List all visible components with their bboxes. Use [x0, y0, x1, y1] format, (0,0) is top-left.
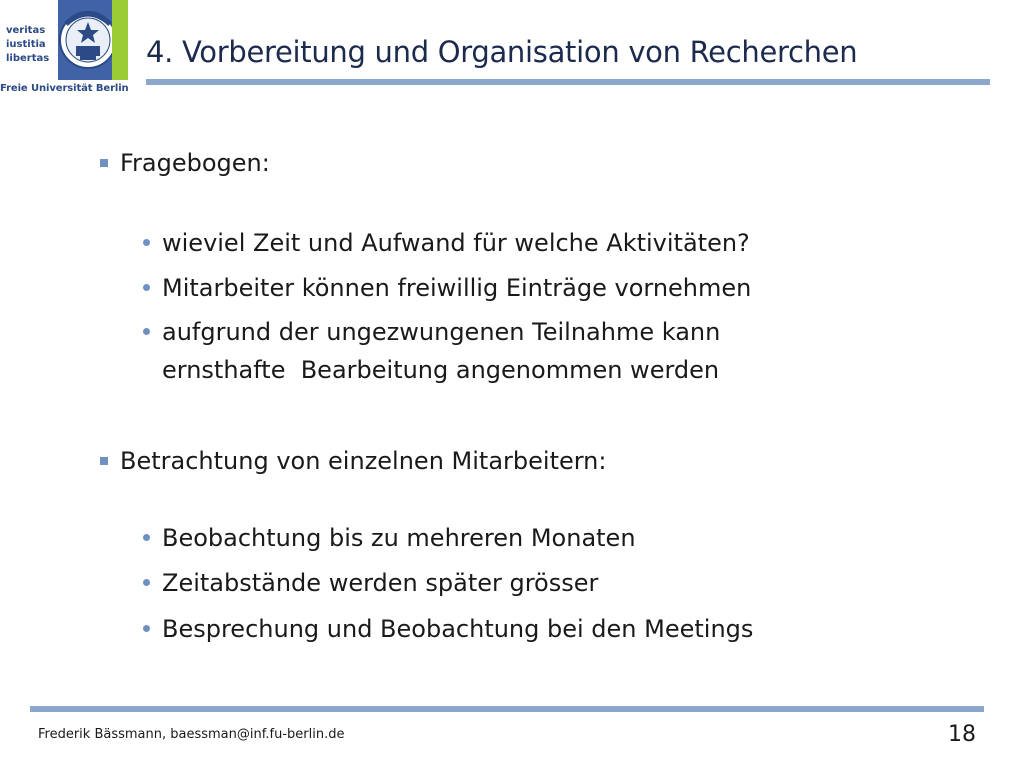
- section-heading: [120, 145, 270, 181]
- round-bullet-icon: [143, 328, 150, 335]
- slide-title: 4. Vorbereitung und Organisation von Recherchen: [146, 35, 858, 69]
- square-bullet-icon: [100, 457, 108, 465]
- page-number: 18: [948, 722, 976, 747]
- section-heading-text: Fragebogen:: [120, 149, 270, 177]
- list-item-text: Zeitabstände werden später grösser: [162, 569, 599, 597]
- list-item-text: wieviel Zeit und Aufwand für welche Aktivitäten?: [162, 229, 750, 257]
- round-bullet-icon: [143, 284, 150, 291]
- logo-motto-line: iustitia: [6, 39, 46, 50]
- list-item-text: Beobachtung bis zu mehreren Monaten: [162, 524, 636, 552]
- round-bullet-icon: [143, 579, 150, 586]
- list-item: [162, 564, 598, 602]
- list-item: [162, 224, 750, 262]
- section-heading-text: Betrachtung von einzelnen Mitarbeitern:: [120, 447, 607, 475]
- section-heading: [120, 443, 606, 479]
- footer-divider: [30, 706, 984, 712]
- list-item: [162, 519, 636, 557]
- list-item-text: Mitarbeiter können freiwillig Einträge vornehmen: [162, 274, 752, 302]
- round-bullet-icon: [143, 625, 150, 632]
- logo-motto-line: veritas: [6, 25, 46, 36]
- round-bullet-icon: [143, 239, 150, 246]
- logo-motto-line: libertas: [6, 53, 50, 64]
- list-item-text: Besprechung und Beobachtung bei den Meetings: [162, 615, 754, 643]
- square-bullet-icon: [100, 159, 108, 167]
- list-item: [162, 269, 751, 307]
- list-item: [162, 610, 753, 648]
- round-bullet-icon: [143, 534, 150, 541]
- list-item-text: aufgrund der ungezwungenen Teilnahme kann ernsthafte Bearbeitung angenommen werden: [162, 318, 721, 384]
- list-item: [162, 313, 720, 389]
- university-name: Freie Universität Berlin: [0, 83, 129, 94]
- footer-author: Frederik Bässmann, baessman@inf.fu-berlin.de: [38, 727, 345, 742]
